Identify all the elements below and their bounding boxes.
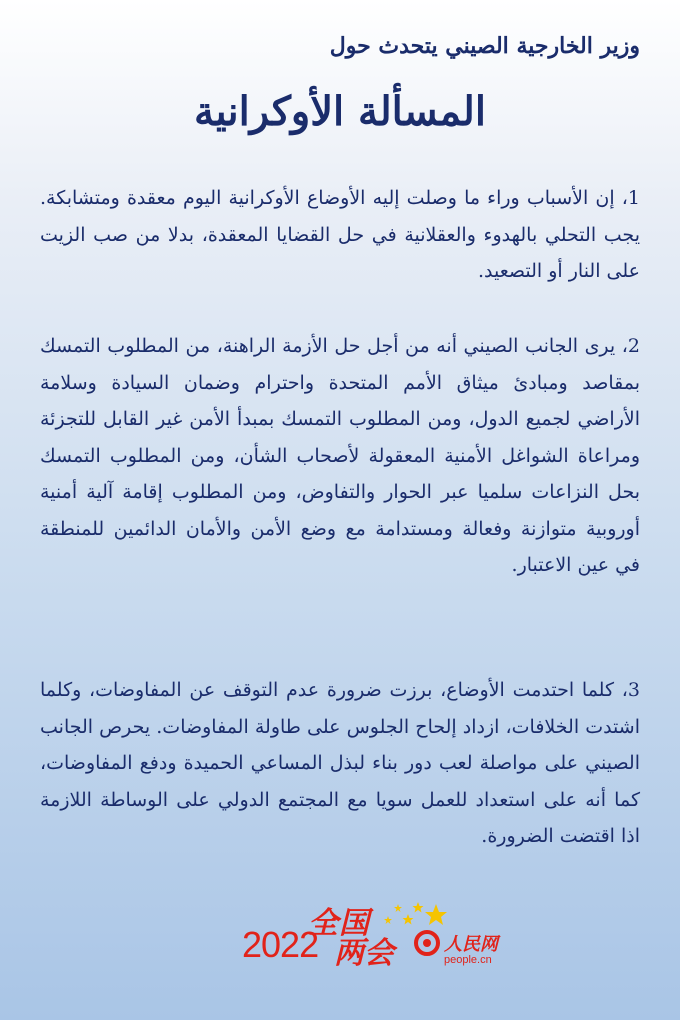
paragraph-3: 3، كلما احتدمت الأوضاع، برزت ضرورة عدم التوقف عن المفاوضات، وكلما اشتدت الخلافات، ازداد إلحاح الجلوس على طاولة المفاوضات. يحرص الجانب الصيني على مواصلة لعب دور بناء لبذل المساعي الحميدة ودفع المفاوضات، كما أنه على استعداد للعمل سويا مع المجتمع الدولي على الوساطة اللازمة اذا اقتضت الضرورة. <box>40 679 640 847</box>
people-daily-name: 人民网 <box>444 934 498 955</box>
paragraph-2: 2، يرى الجانب الصيني أنه من أجل حل الأزمة الراهنة، من المطلوب التمسك بمقاصد ومبادئ ميثاق الأمم المتحدة واحترام وضمان السيادة وسلامة الأراضي لجميع الدول، ومن المطلوب التمسك بمبدأ الأمن غير القابل للتجزئة ومراعاة الشواغل الأمنية المعقولة لأصحاب الشأن، ومن المطلوب التمسك بحل النزاعات سلميا عبر الحوار والتفاوض، ومن المطلوب إقامة آلية أمنية أوروبية متوازنة وفعالة ومستدامة مع وضع الأمن والأمان الدائمين للمنطقة في عين الاعتبار. <box>40 335 640 576</box>
people-daily-url: people.cn <box>444 954 492 966</box>
subtitle: وزير الخارجية الصيني يتحدث حول <box>329 33 640 59</box>
paragraph-1: 1، إن الأسباب وراء ما وصلت إليه الأوضاع الأوكرانية اليوم معقدة ومتشابكة. يجب التحلي بالهدوء والعقلانية في حل القضايا المعقدة، بدلا من صب الزيت على النار أو التصعيد. <box>40 187 640 282</box>
logo-lianghui-text: 两会 <box>334 936 394 971</box>
logo-top-text: 全国 <box>308 906 370 941</box>
people-daily-icon <box>414 930 440 956</box>
page-title: المسألة الأوكرانية <box>194 88 486 135</box>
logo-year: 2022 <box>242 924 319 965</box>
two-sessions-logo <box>238 898 508 978</box>
